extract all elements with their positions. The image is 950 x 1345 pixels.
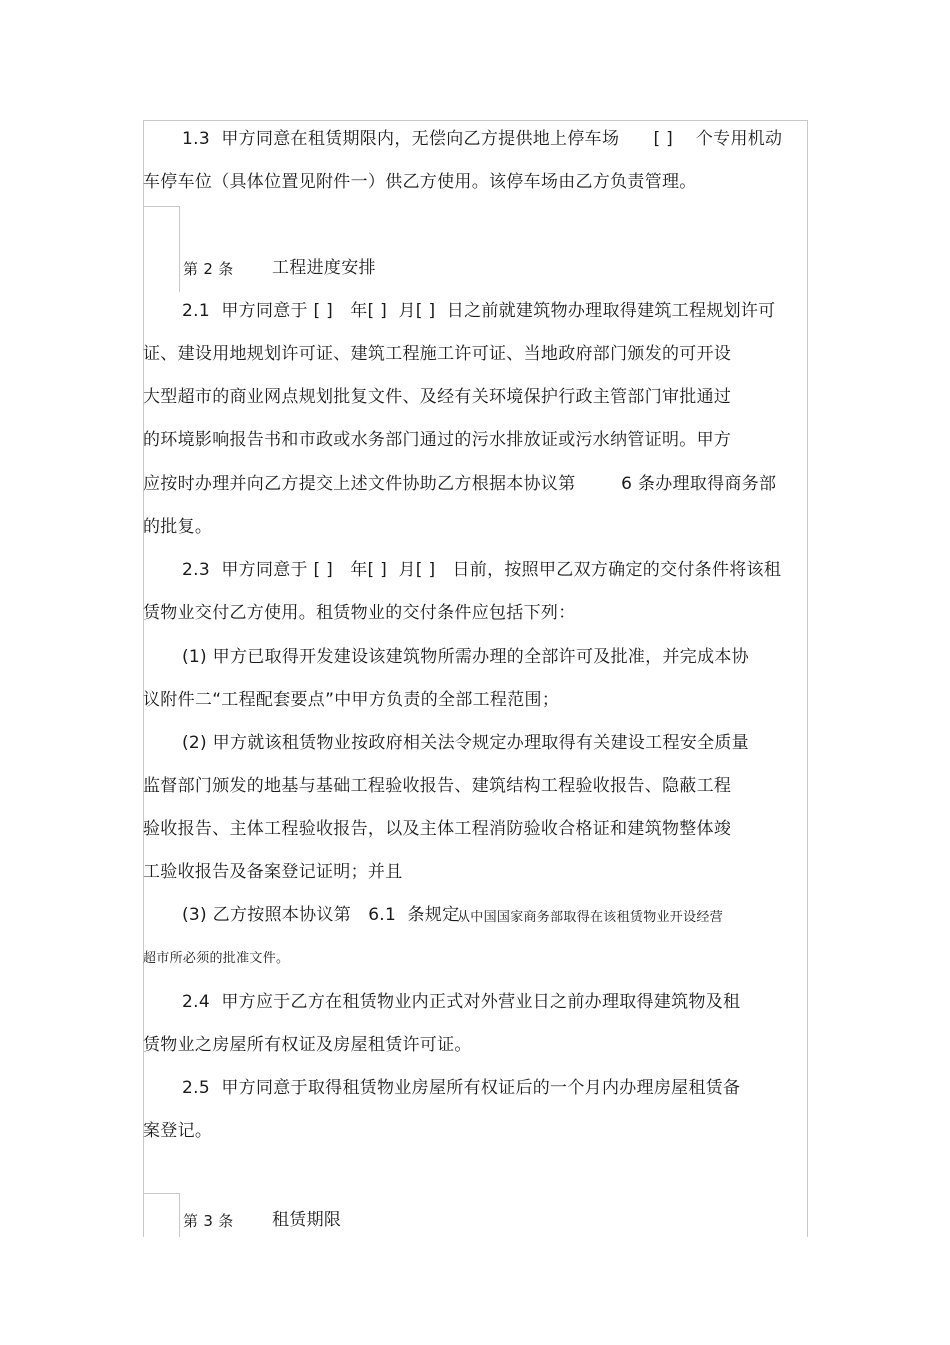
clause-line: 超市所必须的批准文件。 xyxy=(143,951,290,966)
clause-line: 1.3 甲方同意在租赁期限内，无偿向乙方提供地上停车场 [ ] 个专用机动 xyxy=(182,129,783,149)
clause-line: 监督部门颁发的地基与基础工程验收报告、建筑结构工程验收报告、隐蔽工程 xyxy=(143,776,732,796)
clause-line: 的环境影响报告书和市政或水务部门通过的污水排放证或污水纳管证明。甲方 xyxy=(143,430,732,450)
clause-line: 2.1 甲方同意于 [ ] 年[ ] 月[ ] 日之前就建筑物办理取得建筑工程规划许可 xyxy=(182,301,776,321)
clause-line: (3) 乙方按照本协议第 6.1 条规定 xyxy=(182,905,460,925)
frame-right-rule xyxy=(807,120,808,1237)
clause-line: 从中国国家商务部取得在该租赁物业开设经营 xyxy=(457,910,724,925)
heading-cell-rule xyxy=(179,206,180,292)
clause-line: 验收报告、主体工程验收报告，以及主体工程消防验收合格证和建筑物整体竣 xyxy=(143,819,732,839)
heading-cell-rule xyxy=(143,206,180,207)
heading-cell-rule xyxy=(143,1193,180,1194)
article-title: 工程进度安排 xyxy=(272,258,376,278)
clause-line: 2.5 甲方同意于取得租赁物业房屋所有权证后的一个月内办理房屋租赁备 xyxy=(182,1078,741,1098)
clause-line: 赁物业之房屋所有权证及房屋租赁许可证。 xyxy=(143,1035,472,1055)
clause-line: 证、建设用地规划许可证、建筑工程施工许可证、当地政府部门颁发的可开设 xyxy=(143,344,732,364)
article-number: 第 2 条 xyxy=(183,260,234,278)
article-title: 租赁期限 xyxy=(272,1210,342,1230)
article-number: 第 3 条 xyxy=(183,1212,234,1230)
clause-line: 2.3 甲方同意于 [ ] 年[ ] 月[ ] 日前，按照甲乙双方确定的交付条件将该租 xyxy=(182,560,782,580)
clause-line: 2.4 甲方应于乙方在租赁物业内正式对外营业日之前办理取得建筑物及租 xyxy=(182,992,741,1012)
heading-cell-rule xyxy=(179,1193,180,1237)
clause-line: 车停车位（具体位置见附件一）供乙方使用。该停车场由乙方负责管理。 xyxy=(143,172,697,192)
clause-line: (1) 甲方已取得开发建设该建筑物所需办理的全部许可及批准，并完成本协 xyxy=(182,647,749,667)
frame-left-rule xyxy=(143,120,144,1237)
clause-line: 应按时办理并向乙方提交上述文件协助乙方根据本协议第 6 条办理取得商务部 xyxy=(143,474,777,494)
clause-line: (2) 甲方就该租赁物业按政府相关法令规定办理取得有关建设工程安全质量 xyxy=(182,733,749,753)
clause-line: 议附件二“工程配套要点”中甲方负责的全部工程范围； xyxy=(143,690,560,710)
clause-line: 工验收报告及备案登记证明；并且 xyxy=(143,862,403,882)
clause-line: 赁物业交付乙方使用。租赁物业的交付条件应包括下列： xyxy=(143,603,576,623)
clause-line: 案登记。 xyxy=(143,1121,213,1141)
clause-line: 大型超市的商业网点规划批复文件、及经有关环境保护行政主管部门审批通过 xyxy=(143,387,732,407)
clause-line: 的批复。 xyxy=(143,517,213,537)
frame-top-rule xyxy=(143,120,808,121)
